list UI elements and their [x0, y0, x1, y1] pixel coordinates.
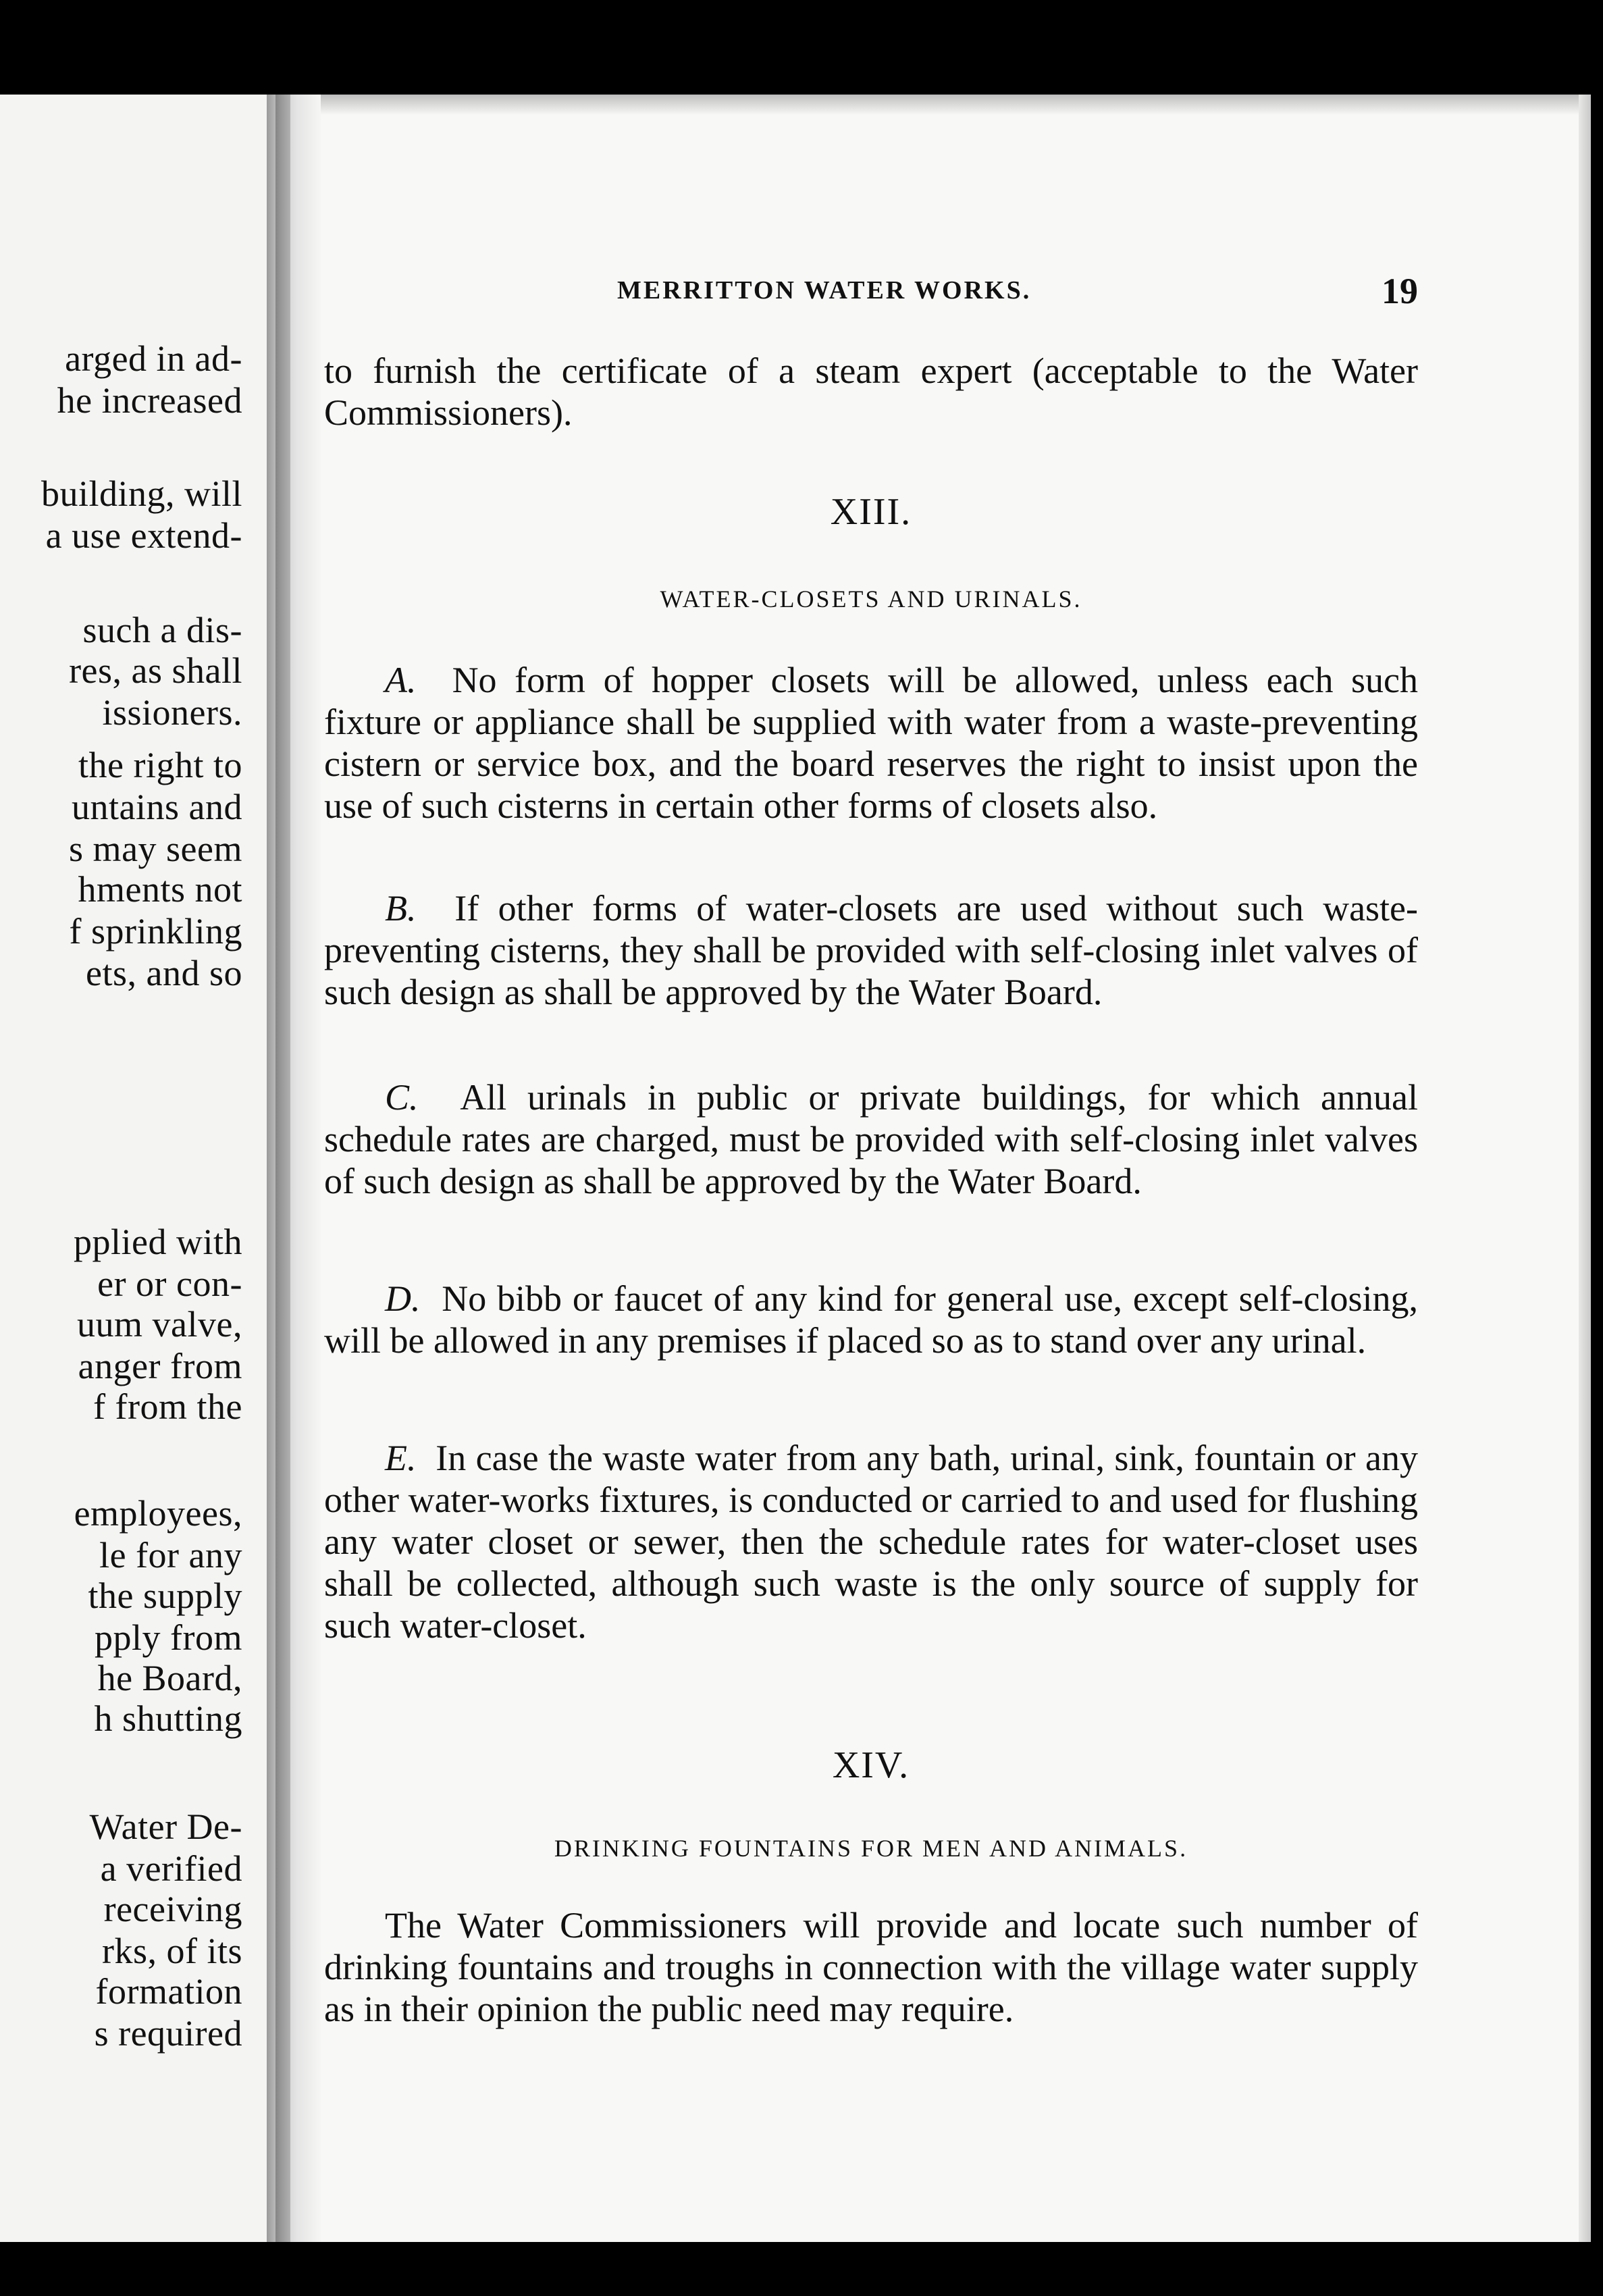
left-line: hments not — [78, 869, 242, 910]
left-line: rks, of its — [102, 1931, 242, 1971]
paragraph-text: In case the waste water from any bath, urinal, sink, fountain or any other water-works fixtures, is conducted or carried to and used for flushing any water closet or sewer, then the schedule rates for water-closet uses shall be collected, although such waste is the only source of supply for such water-closet. — [324, 1438, 1418, 1646]
paragraph-letter: A. — [385, 660, 417, 700]
previous-page-fragment — [0, 95, 267, 2242]
paragraph-b — [324, 887, 1418, 1013]
left-line: receiving — [103, 1889, 242, 1929]
section-heading-xiii: WATER-CLOSETS AND URINALS. — [660, 585, 1082, 612]
left-line: uum valve, — [77, 1304, 242, 1345]
running-title: MERRITTON WATER WORKS. — [617, 276, 1032, 305]
left-line: Water De- — [89, 1806, 242, 1847]
book-gutter — [267, 95, 321, 2242]
left-line: arged in ad- — [65, 338, 242, 379]
paragraph-letter: D. — [385, 1278, 421, 1319]
paragraph-d — [324, 1278, 1418, 1361]
paragraph-letter: E. — [385, 1438, 417, 1478]
left-line: res, as shall — [69, 650, 242, 691]
left-line: building, will — [41, 473, 242, 514]
intro-text: to furnish the certificate of a steam expert (acceptable to the Water Commissioners). — [324, 350, 1418, 433]
left-line: untains and — [72, 787, 242, 827]
paragraph-text: No bibb or faucet of any kind for general use, except self-closing, will be allowed in any premises if placed so as to stand over any urinal. — [324, 1278, 1419, 1361]
paragraph-text: All urinals in public or private buildings, for which annual schedule rates are charged, must be provided with self-closing inlet valves of such design as shall be approved by the Water Board. — [324, 1077, 1418, 1201]
left-line: he Board, — [97, 1658, 242, 1698]
paragraph-a — [324, 659, 1418, 827]
left-line: employees, — [74, 1493, 242, 1534]
left-line: the right to — [78, 745, 242, 785]
left-line: f from the — [93, 1386, 242, 1427]
gutter-shadow — [275, 95, 290, 2242]
left-line: pply from — [95, 1617, 242, 1658]
paragraph-letter: C. — [385, 1077, 419, 1118]
left-line: a use extend- — [45, 515, 242, 556]
left-line: f sprinkling — [69, 911, 242, 951]
section-number-xiii: XIII. — [830, 491, 912, 533]
left-line: le for any — [99, 1535, 242, 1575]
left-line: a verified — [100, 1848, 242, 1889]
left-line: such a dis- — [82, 610, 242, 650]
left-line: issioners. — [102, 692, 242, 733]
page-top-shadow — [321, 95, 1590, 115]
paragraph-c — [324, 1076, 1418, 1202]
intro-paragraph — [324, 350, 1418, 434]
page-right-edge — [1579, 95, 1591, 2242]
left-line: formation — [95, 1971, 242, 2012]
left-line: anger from — [78, 1346, 242, 1386]
page-number: 19 — [1382, 271, 1418, 311]
left-line: s may seem — [69, 829, 242, 869]
paragraph-letter: B. — [385, 888, 417, 929]
left-line: he increased — [57, 380, 242, 421]
section-heading-xiv: DRINKING FOUNTAINS FOR MEN AND ANIMALS. — [554, 1835, 1188, 1862]
left-line: pplied with — [74, 1222, 242, 1262]
left-line: er or con- — [97, 1263, 242, 1304]
paragraph-text: If other forms of water-closets are used without such waste-preventing cisterns, they shall be provided with self-closing inlet valves of such design as shall be approved by the Water Board. — [324, 888, 1419, 1012]
paragraph-text: No form of hopper closets will be allowed, unless each such fixture or appliance shall be supplied with water from a waste-preventing cistern or service box, and the board reserves the right to insist upon the use of such cisterns in certain other forms of closets also. — [324, 660, 1419, 826]
running-header — [324, 271, 1418, 316]
left-line: h shutting — [94, 1698, 242, 1739]
paragraph-drinking-fountains — [324, 1904, 1418, 2030]
left-line: the supply — [88, 1575, 242, 1616]
left-line: s required — [94, 2013, 242, 2054]
paragraph-e — [324, 1437, 1418, 1646]
paragraph-text: The Water Commissioners will provide and locate such number of drinking fountains and troughs in connection with the village water supply as in their opinion the public need may require. — [324, 1905, 1418, 2029]
left-line: ets, and so — [86, 953, 242, 993]
section-number-xiv: XIV. — [832, 1744, 910, 1786]
